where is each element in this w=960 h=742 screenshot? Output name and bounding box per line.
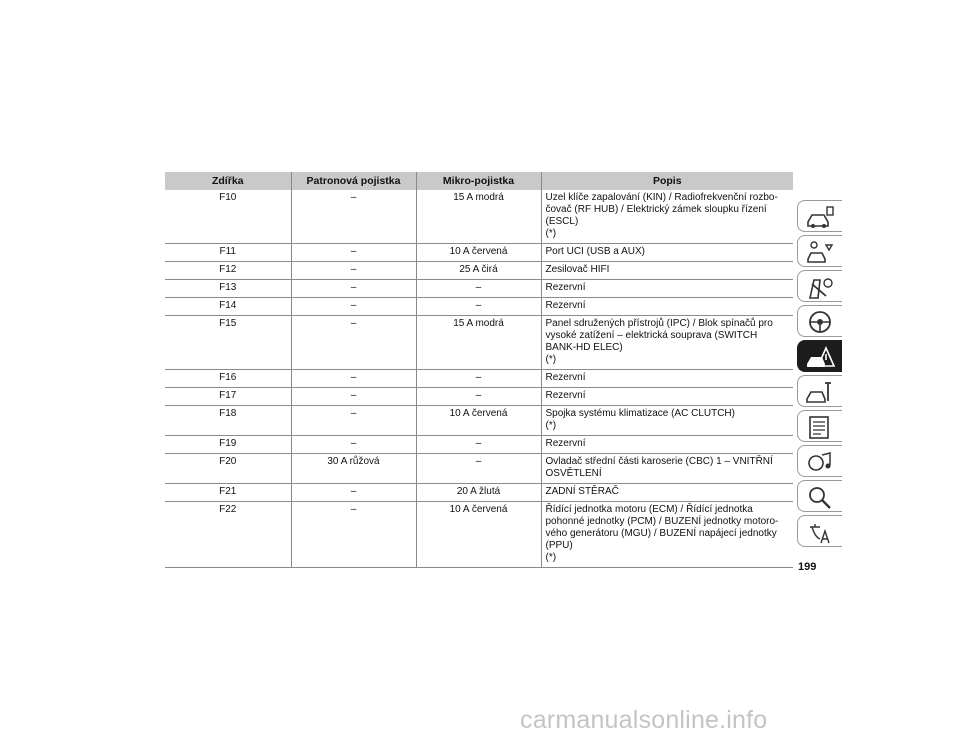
description-line: Rezervní [545,282,586,293]
description-line: ZADNÍ STĚRAČ [545,486,619,497]
micro-fuse-cell: – [416,436,541,454]
table-row [165,316,793,370]
table-row [165,244,793,262]
description-line: (*) [545,420,557,431]
description-line: (*) [545,552,557,563]
search-index-icon [804,484,836,510]
description-cell [541,316,793,370]
table-row [165,484,793,502]
cartridge-fuse-cell: – [291,262,416,280]
table-row [165,370,793,388]
description-line: pohonné jednotky (PCM) / BUZENÍ jednotky motoro- [545,516,779,527]
chapter-tab-4[interactable] [797,305,842,337]
slot-cell: F15 [165,316,291,370]
micro-fuse-cell: 20 A žlutá [416,484,541,502]
micro-fuse-cell: – [416,280,541,298]
description-line: Rezervní [545,390,586,401]
description-line: Zesilovač HIFI [545,264,610,275]
table-row [165,406,793,436]
chapter-tab-3[interactable] [797,270,842,302]
description-cell [541,454,793,484]
description-line: Rezervní [545,372,586,383]
description-line: Spojka systému klimatizace (AC CLUTCH) [545,408,735,419]
description-cell [541,370,793,388]
micro-fuse-cell: – [416,370,541,388]
cartridge-fuse-cell: – [291,370,416,388]
chapter-tab-8[interactable] [797,445,842,477]
description-line: vysoké zatížení – elektrická souprava (SWITCH [545,330,758,341]
cartridge-fuse-cell: – [291,316,416,370]
seatbelt-safety-icon [804,274,836,300]
warning-triangle-car-icon [804,344,836,370]
micro-fuse-cell: – [416,388,541,406]
steering-wheel-icon [804,309,836,335]
description-cell [541,502,793,568]
slot-cell: F13 [165,280,291,298]
chapter-tab-2[interactable] [797,235,842,267]
chapter-tab-7[interactable] [797,410,842,442]
table-row [165,190,793,244]
table-row [165,454,793,484]
cartridge-fuse-cell: – [291,436,416,454]
description-cell [541,436,793,454]
description-line: OSVĚTLENÍ [545,468,602,479]
car-wrench-icon [804,379,836,405]
micro-fuse-cell: – [416,454,541,484]
description-line: Ovladač střední části karoserie (CBC) 1 – VNITŘNÍ [545,456,773,467]
description-cell [541,280,793,298]
chapter-tab-1[interactable] [797,200,842,232]
chapter-tabs [797,200,842,550]
header-slot: Zdířka [165,172,291,190]
description-cell [541,244,793,262]
micro-fuse-cell: 15 A modrá [416,316,541,370]
fuse-rows [165,190,793,568]
micro-fuse-cell: 25 A čirá [416,262,541,280]
table-row [165,262,793,280]
table-header-row [165,172,793,190]
slot-cell: F11 [165,244,291,262]
page-number: 199 [798,561,817,573]
description-line: Rezervní [545,300,586,311]
slot-cell: F18 [165,406,291,436]
slot-cell: F12 [165,262,291,280]
micro-fuse-cell: 10 A červená [416,244,541,262]
table-row [165,298,793,316]
chapter-tab-9[interactable] [797,480,842,512]
slot-cell: F10 [165,190,291,244]
slot-cell: F22 [165,502,291,568]
description-line: (ESCL) [545,216,579,227]
car-signals-icon [804,239,836,265]
slot-cell: F21 [165,484,291,502]
description-line: Port UCI (USB a AUX) [545,246,645,257]
chapter-tab-10[interactable] [797,515,842,547]
multimedia-icon [804,449,836,475]
slot-cell: F19 [165,436,291,454]
specifications-list-icon [804,414,836,440]
cartridge-fuse-cell: – [291,280,416,298]
fuse-table [165,172,793,568]
table-row [165,280,793,298]
languages-icon [804,519,836,545]
cartridge-fuse-cell: – [291,388,416,406]
cartridge-fuse-cell: 30 A růžová [291,454,416,484]
cartridge-fuse-cell: – [291,190,416,244]
description-cell [541,406,793,436]
car-info-icon [804,204,836,230]
table-row [165,436,793,454]
description-line: (*) [545,228,557,239]
chapter-tab-6[interactable] [797,375,842,407]
table-row [165,388,793,406]
description-line: Řídící jednotka motoru (ECM) / Řídící jednotka [545,504,753,515]
cartridge-fuse-cell: – [291,298,416,316]
header-micro-fuse: Mikro-pojistka [416,172,541,190]
cartridge-fuse-cell: – [291,244,416,262]
description-cell [541,484,793,502]
description-cell [541,190,793,244]
micro-fuse-cell: 10 A červená [416,502,541,568]
description-line: vého generátoru (MGU) / BUZENÍ napájecí jednotky [545,528,777,539]
slot-cell: F14 [165,298,291,316]
chapter-tab-5[interactable] [797,340,842,372]
cartridge-fuse-cell: – [291,406,416,436]
header-description: Popis [541,172,793,190]
description-line: (PPU) [545,540,573,551]
description-line: BANK-HD ELEC) [545,342,623,353]
micro-fuse-cell: – [416,298,541,316]
watermark-text: carmanualsonline.info [520,706,768,734]
description-line: (*) [545,354,557,365]
description-cell [541,298,793,316]
micro-fuse-cell: 10 A červená [416,406,541,436]
table-row [165,502,793,568]
slot-cell: F17 [165,388,291,406]
header-cartridge-fuse: Patronová pojistka [291,172,416,190]
slot-cell: F20 [165,454,291,484]
micro-fuse-cell: 15 A modrá [416,190,541,244]
description-line: Uzel klíče zapalování (KIN) / Radiofrekvenční rozbo- [545,192,778,203]
description-line: čovač (RF HUB) / Elektrický zámek sloupku řízení [545,204,767,215]
description-line: Rezervní [545,438,586,449]
cartridge-fuse-cell: – [291,484,416,502]
description-line: Panel sdružených přístrojů (IPC) / Blok spínačů pro [545,318,773,329]
description-cell [541,388,793,406]
description-cell [541,262,793,280]
slot-cell: F16 [165,370,291,388]
cartridge-fuse-cell: – [291,502,416,568]
